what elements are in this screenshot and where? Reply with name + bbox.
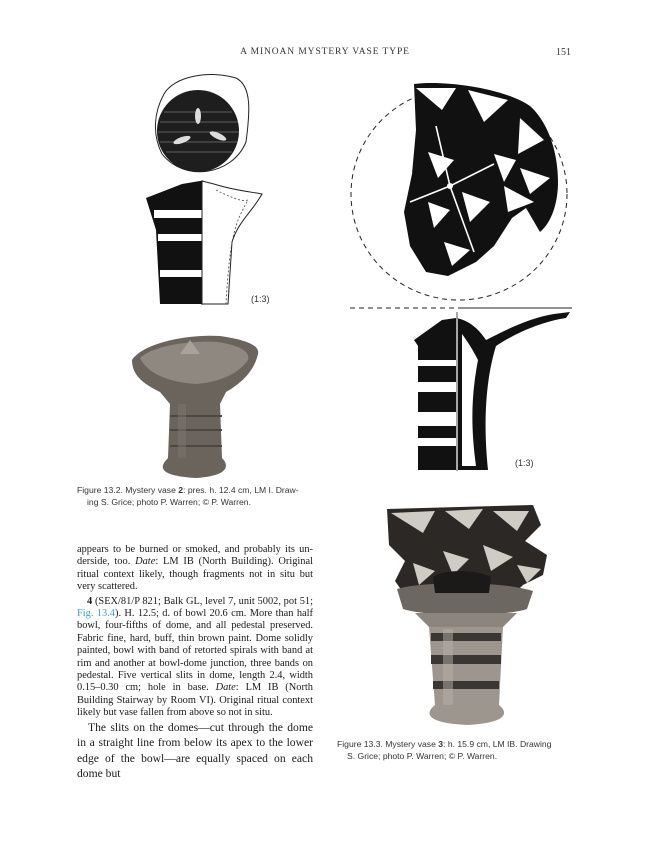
figure-13-2-photo — [130, 332, 262, 480]
figure-link[interactable]: Fig. 13.4 — [77, 608, 115, 620]
paragraph-1-text-b: : LM IB (North Building). Original ritual context likely, though fragments not in situ but very scattered. — [77, 556, 313, 593]
paragraph-2-text-c: : LM IB (North Building Stairway by Room VI). Original ritual context likely but vase fallen from above so not in situ. — [77, 682, 314, 719]
figure-13-2-caption — [77, 484, 327, 508]
caption-text: : pres. h. 12.4 cm, LM I. Draw- — [183, 485, 299, 495]
figure-13-2-drawing — [140, 72, 270, 308]
body-text-continued — [77, 720, 313, 782]
paragraph-2-text-b: ). H. 12.5; d. of bowl 20.6 cm. More than half bowl, four-fifths of dome, and all pedestal preserved. Fabric fine, hard, buff, thin brown paint. Dome solidly painted, bowl with band of retorted spirals with band at rim and another at bowl-dome junction, three bands on pedestal. Five vertical slits in dome, length 2.4, width 0.15–0.30 cm; hole in base. — [77, 608, 313, 694]
figure-13-3-photo — [383, 505, 548, 727]
paragraph-1 — [77, 544, 313, 594]
vase-number: 2 — [178, 485, 184, 495]
dome-top-view — [155, 75, 248, 172]
paragraph-2-text-a: (SEX/81/P 821; Balk GL, level 7, unit 5002, pot 51; — [92, 595, 313, 607]
dome-top-view — [351, 83, 567, 300]
body-text-column — [77, 544, 313, 720]
scale-label-fig-13-2: (1:3) — [251, 294, 270, 304]
paragraph-3: The slits on the domes—cut through the dome in a straight line from below its apex to the lower edge of the bowl—are equally spaced on each dome but — [77, 721, 313, 781]
running-title: A MINOAN MYSTERY VASE TYPE — [240, 47, 410, 57]
figure-13-3-drawing — [344, 82, 574, 472]
catalogue-number: 4 — [87, 595, 93, 607]
profile-section — [350, 308, 572, 471]
paragraph-1-text-a: appears to be burned or smoked, and probably its un-derside, too. — [77, 544, 313, 568]
page-number: 151 — [556, 47, 571, 58]
caption-credit: ing S. Grice; photo P. Warren; © P. Warren. — [87, 497, 251, 507]
profile-section — [146, 180, 262, 305]
vase-number: 3 — [438, 739, 444, 749]
date-label: Date — [135, 556, 156, 568]
paragraph-2 — [77, 596, 313, 720]
caption-text: : h. 15.9 cm, LM IB. Drawing — [443, 739, 552, 749]
caption-credit: S. Grice; photo P. Warren; © P. Warren. — [347, 751, 498, 761]
scale-label-fig-13-3: (1:3) — [515, 458, 534, 468]
caption-prefix: Figure 13.3. Mystery vase — [337, 739, 439, 749]
figure-13-3-caption — [337, 738, 587, 762]
date-label: Date — [215, 682, 236, 694]
caption-prefix: Figure 13.2. Mystery vase — [77, 485, 179, 495]
